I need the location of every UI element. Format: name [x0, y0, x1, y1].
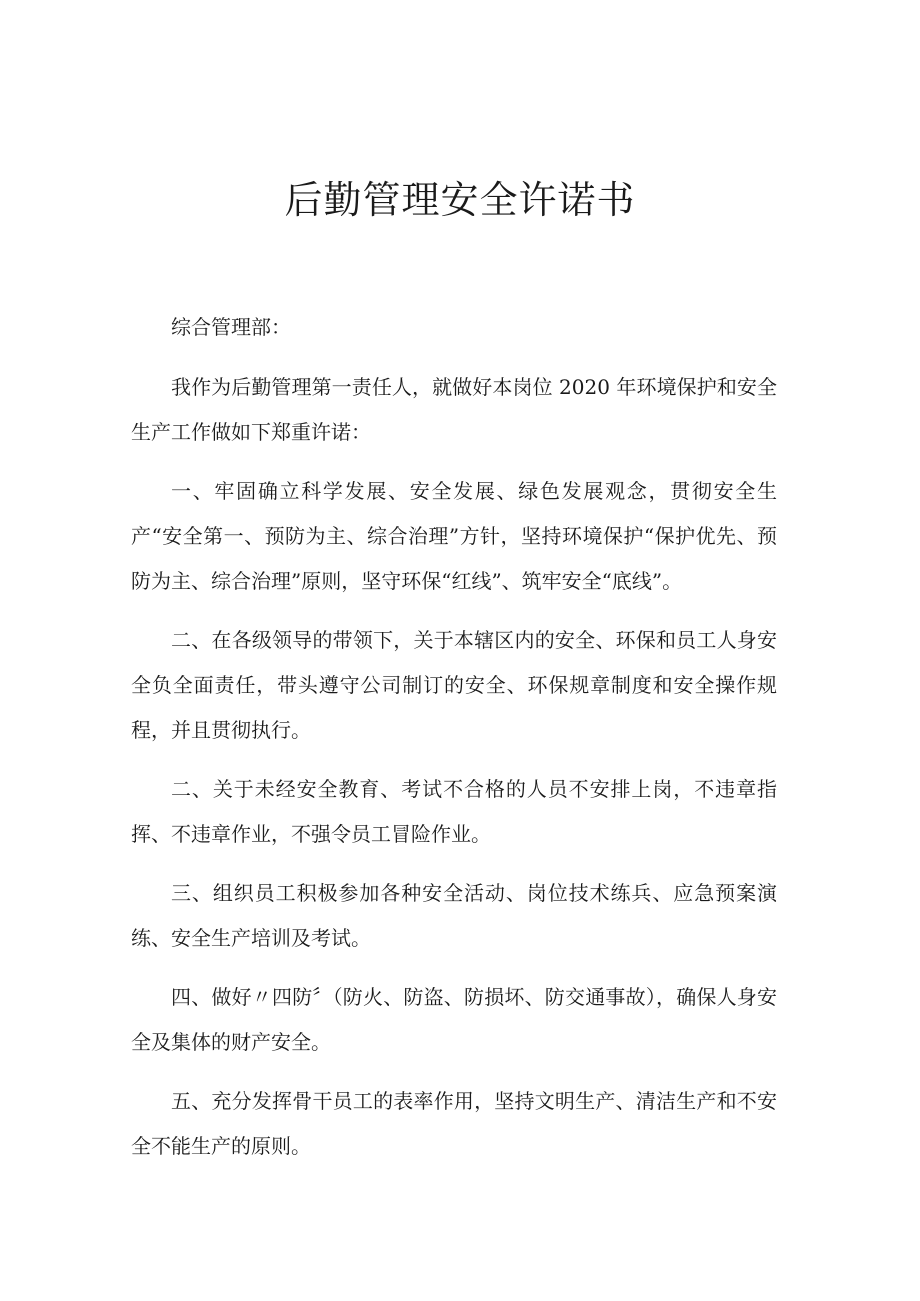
- document-title: 后勤管理安全许诺书: [284, 178, 636, 222]
- paragraph-item-3: 二、关于未经安全教育、考试不合格的人员不安排上岗，不违章指挥、不违章作业，不强令员工冒险作业。: [131, 777, 777, 846]
- paragraph-item-6: 五、充分发挥骨干员工的表率作用，坚持文明生产、清洁生产和不安全不能生产的原则。: [131, 1089, 777, 1158]
- paragraph-intro: 我作为后勤管理第一责任人，就做好本岗位 2020 年环境保护和安全生产工作做如下郑重许诺：: [131, 375, 777, 444]
- paragraph-item-1: 一、牢固确立科学发展、安全发展、绿色发展观念，贯彻安全生产“安全第一、预防为主、综合治理”方针，坚持环境保护“保护优先、预防为主、综合治理”原则，坚守环保“红线”、筑牢安全“底线”。: [131, 479, 777, 593]
- paragraph-item-2: 二、在各级领导的带领下，关于本辖区内的安全、环保和员工人身安全负全面责任，带头遵守公司制订的安全、环保规章制度和安全操作规程，并且贯彻执行。: [131, 628, 777, 742]
- paragraph-item-4: 三、组织员工积极参加各种安全活动、岗位技术练兵、应急预案演练、安全生产培训及考试。: [131, 881, 777, 950]
- paragraph-item-5: 四、做好〃四防〞（防火、防盗、防损坏、防交通事故），确保人身安全及集体的财产安全。: [131, 985, 777, 1054]
- salutation: 综合管理部：: [171, 315, 291, 339]
- document-body: [131, 305, 777, 1183]
